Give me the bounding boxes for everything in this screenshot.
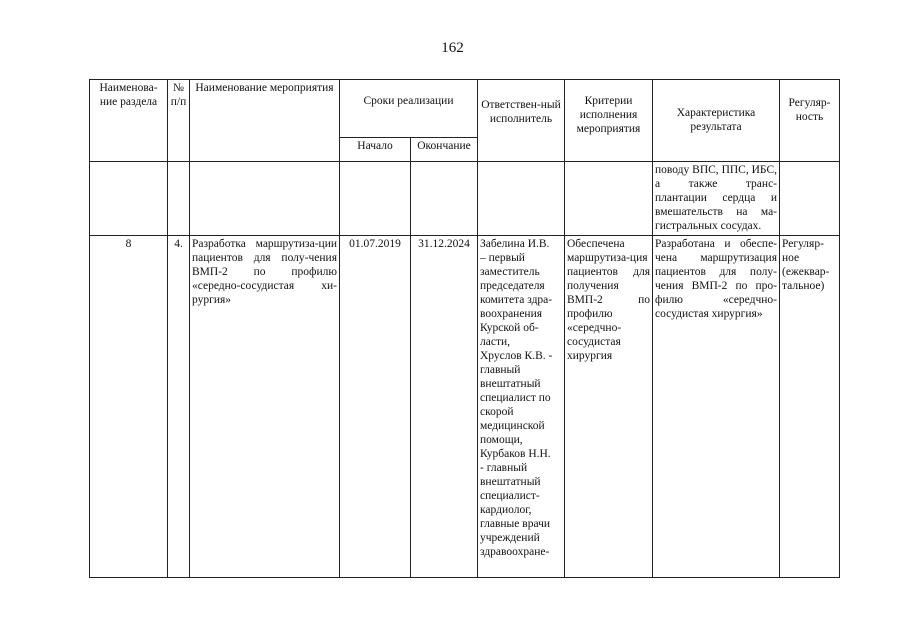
responsible-line: председателя [480,280,545,292]
continuation-result: поводу ВПС, ППС, ИБС, а также транс-плантации сердца и вмешательств на ма-гистральных сосудах. [653,162,780,236]
responsible-line: заместитель [480,266,540,278]
responsible-line: специалист- [480,490,540,502]
responsible-line: здравоохране- [480,546,550,558]
table-row [90,236,840,578]
responsible-line: медицинской [480,420,545,432]
header-timeline: Сроки реализации [340,80,478,138]
cell-end-date: 31.12.2024 [411,236,478,578]
header-section-name: Наименова-ние раздела [90,80,168,162]
responsible-line: Курбаков Н.Н. [480,448,551,460]
responsible-line: помощи, [480,434,523,446]
responsible-line: - главный [480,462,528,474]
header-result: Характеристика результата [653,80,780,162]
responsible-line: воохранения [480,308,543,320]
responsible-line: Курской об- [480,322,539,334]
cell-result: Разработана и обеспе-чена маршрутизация пациентов для полу-чения ВМП-2 по про-филю «середчно-сосудистая хирургия» [653,236,780,578]
header-responsible: Ответствен-ный исполнитель [478,80,565,162]
cell-number: 4. [168,236,190,578]
responsible-line: специалист по [480,392,551,404]
cell-activity: Разработка маршрутиза-ции пациентов для полу-чения ВМП-2 по профилю «середно-сосудистая хи-рургия» [190,236,340,578]
cell-regularity: Регуляр-ное (ежеквар-тальное) [780,236,840,578]
responsible-line: внештатный [480,476,541,488]
responsible-line: главный [480,364,521,376]
header-activity-name: Наименование мероприятия [190,80,340,162]
responsible-line: учреждений [480,532,540,544]
header-number: № п/п [168,80,190,162]
responsible-line: Забелина И.В. [480,238,550,250]
responsible-line: кардиолог, [480,504,532,516]
continuation-row [90,162,840,236]
responsible-line: внештатный [480,378,541,390]
activities-table [89,79,840,578]
cell-responsible [478,236,565,578]
responsible-line: – первый [480,252,525,264]
responsible-line: Хруслов К.В. - [480,350,553,362]
responsible-line: скорой [480,406,514,418]
cell-section: 8 [90,236,168,578]
header-start: Начало [340,138,411,162]
header-end: Окончание [411,138,478,162]
cell-start-date: 01.07.2019 [340,236,411,578]
header-row [90,80,840,138]
cell-criteria: Обеспечена маршрутиза-ция пациентов для получения ВМП-2 по профилю «середчно-сосудистая хирургия [565,236,653,578]
responsible-line: главные врачи [480,518,551,530]
header-criteria: Критерии исполнения мероприятия [565,80,653,162]
page-number: 162 [441,40,464,56]
responsible-line: комитета здра- [480,294,553,306]
responsible-line: ласти, [480,336,511,348]
header-regularity: Регуляр-ность [780,80,840,162]
